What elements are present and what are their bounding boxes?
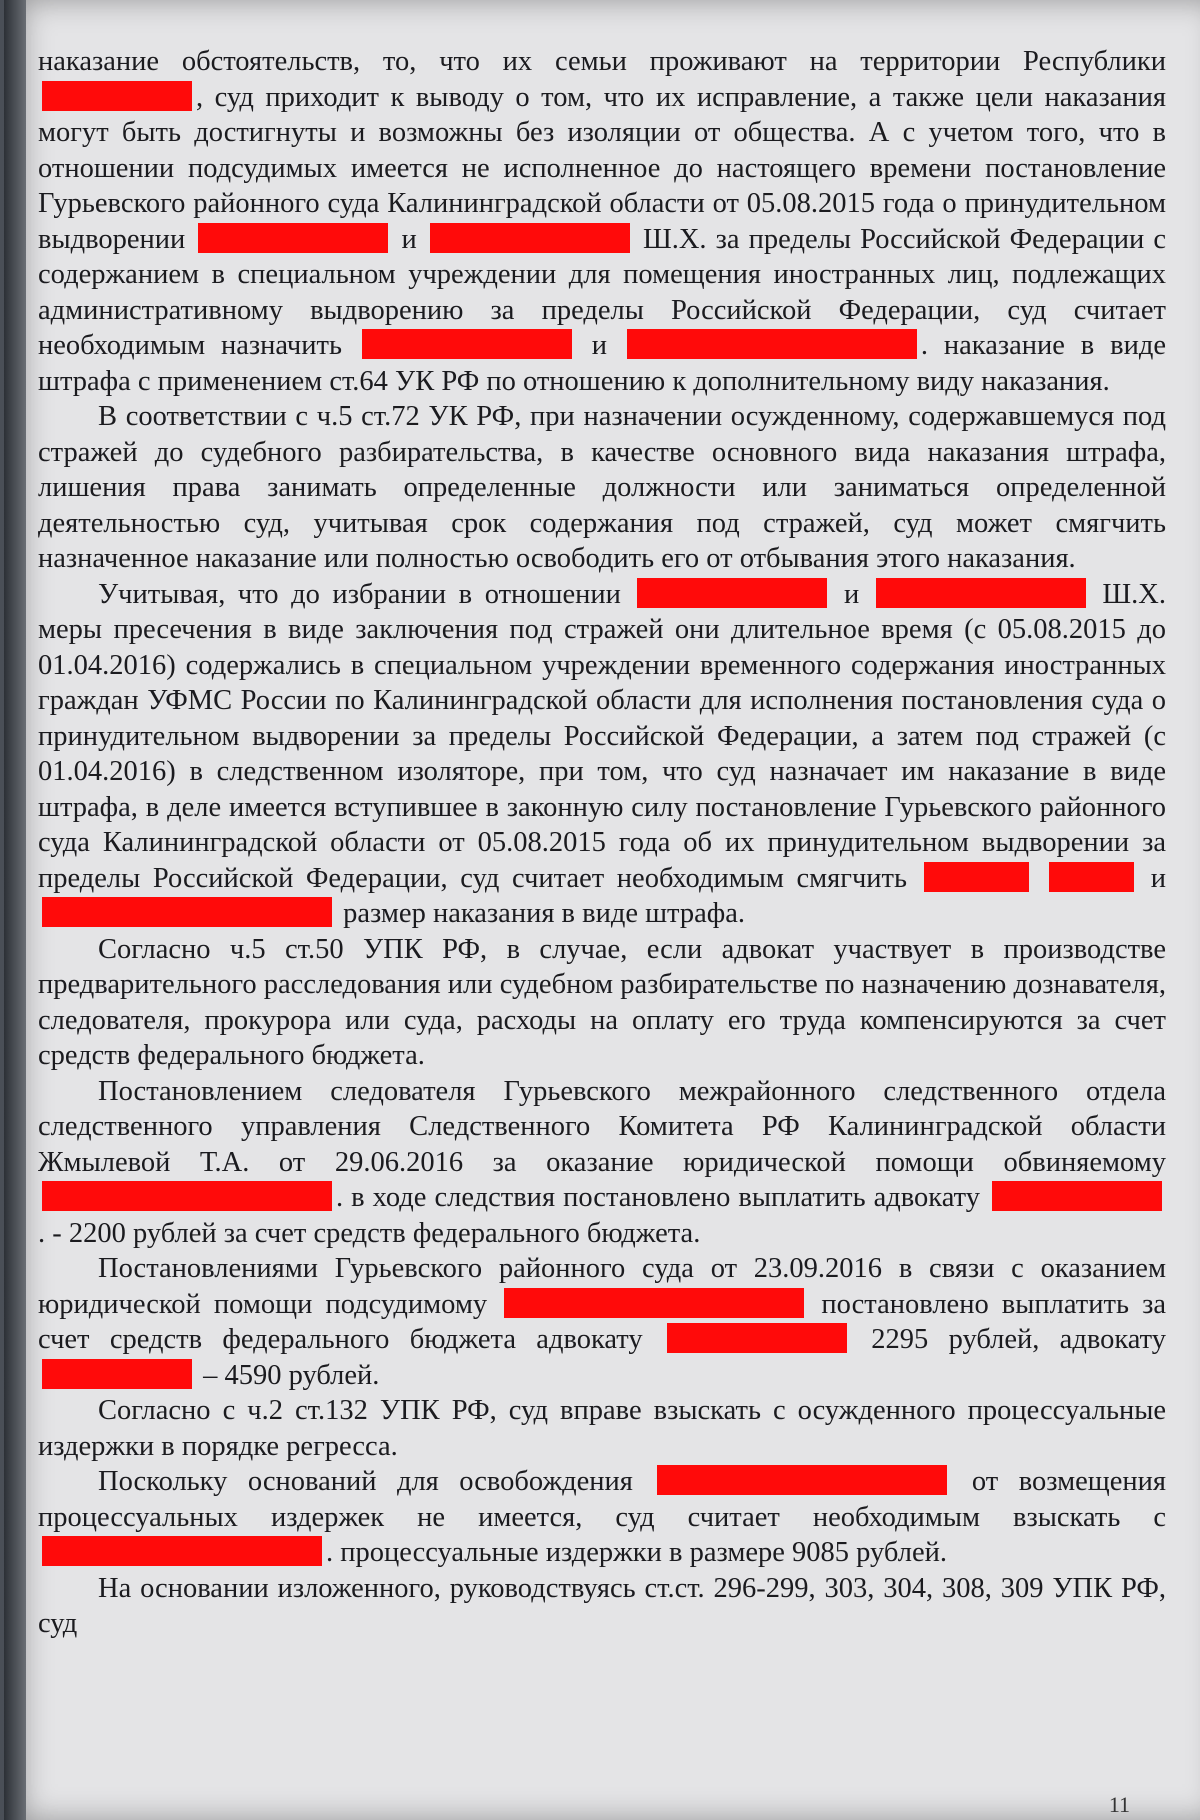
paragraph-text: На основании изложенного, руководствуясь ст.ст. 296-299, 303, 304, 308, 309 УПК РФ, суд — [38, 1572, 1166, 1639]
paragraph-text: В соответствии с ч.5 ст.72 УК РФ, при назначении осужденному, содержавшемуся под стражей до судебного разбирательства, в качестве основного вида наказания штрафа, лишения права занимать определенные должности или заниматься определенной деятельностью суд, учитывая срок содержания под стражей, суд может смягчить назначенное наказание или полностью освободить его от отбывания этого наказания. — [38, 401, 1166, 574]
redaction-box — [924, 862, 1029, 892]
redaction-box — [42, 81, 192, 111]
paragraph-text: наказание обстоятельств, то, что их семьи проживают на территории Республики — [38, 46, 1166, 77]
paragraph-text: Ш.Х. меры пресечения в виде заключения под стражей они длительное время (с 05.08.2015 до 01.04.2016) содержались в специальном учреждении временного содержания иностранных граждан УФМС России по Калининградской области для исполнения постановления суда о принудительном выдворении за пределы Российской Федерации, а затем под стражей (с 01.04.2016) в следственном изоляторе, при том, что суд назначает им наказание в виде штрафа, в деле имеется вступившее в законную силу постановление Гурьевского районного суда Калининградской области от 05.08.2015 года об их принудительном выдворении за пределы Российской Федерации, суд считает необходимым смягчить — [38, 578, 1166, 894]
redaction-box — [1049, 862, 1134, 892]
paragraph — [38, 932, 1166, 1074]
paragraph-text: . наказание в виде штрафа с применением ст.64 УК РФ по отношению к дополнительному виду наказания. — [38, 330, 1166, 397]
paragraph — [38, 1251, 1166, 1393]
paragraph-text: постановлено выплатить за счет средств федерального бюджета адвокату — [38, 1288, 1166, 1355]
redaction-box — [504, 1288, 804, 1318]
redaction-box — [42, 1181, 332, 1211]
paragraph-text: Учитывая, что до избрании в отношении — [98, 578, 634, 610]
redaction-box — [430, 223, 630, 253]
redaction-box — [42, 897, 332, 927]
paragraph-text: Согласно с ч.2 ст.132 УПК РФ, суд вправе взыскать с осужденного процессуальные издержки в порядке регресса. — [38, 1395, 1166, 1462]
redaction-box — [637, 578, 827, 608]
paragraph — [38, 1571, 1166, 1642]
page-number: 11 — [1108, 1792, 1130, 1817]
paragraph-text: , суд приходит к выводу о том, что их исправление, а также цели наказания могут быть достигнуты и возможны без изоляции от общества. А с учетом того, что в отношении подсудимых имеется не исполненное до настоящего времени постановление Гурьевского районного суда Калининградской области от 05.08.2015 года о принудительном выдворении — [38, 81, 1166, 255]
paragraph-text: – 4590 рублей. — [196, 1359, 380, 1391]
paragraph — [38, 577, 1166, 932]
paragraph — [38, 1393, 1166, 1464]
paragraph-text: и — [831, 578, 872, 610]
redaction-box — [876, 578, 1086, 608]
redaction-box — [42, 1359, 192, 1389]
paragraph-text: и — [575, 330, 623, 361]
paragraph-text: . процессуальные издержки в размере 9085 рублей. — [326, 1537, 947, 1568]
paragraph-text: Постановлениями Гурьевского районного суда от 23.09.2016 в связи с оказанием юридической помощи подсудимому — [38, 1253, 1166, 1320]
redaction-box — [362, 329, 572, 359]
paragraph — [38, 399, 1166, 577]
paragraph-text: от возмещения процессуальных издержек не имеется, суд считает необходимым взыскать с — [38, 1466, 1166, 1533]
paragraph-text: . в ходе следствия постановлено выплатить адвокату — [336, 1182, 988, 1213]
paragraph — [38, 1464, 1166, 1571]
paragraph-text: Ш.Х. за пределы Российской Федерации с содержанием в специальном учреждении для помещения иностранных лиц, подлежащих административному выдворению за пределы Российской Федерации, суд считает необходимым назначить — [38, 223, 1166, 361]
book-spine-shadow — [4, 0, 26, 1820]
redaction-box — [42, 1536, 322, 1566]
redaction-box — [627, 329, 917, 359]
paragraph-text — [1033, 863, 1046, 894]
paragraph-text: Согласно ч.5 ст.50 УПК РФ, в случае, если адвокат участвует в производстве предварительного расследования или судебном разбирательстве по назначению дознавателя, следователя, прокурора или суда, расходы на оплату его труда компенсируются за счет средств федерального бюджета. — [38, 933, 1166, 1071]
redaction-box — [992, 1181, 1162, 1211]
redaction-box — [667, 1323, 847, 1353]
document-body — [38, 44, 1166, 1642]
paragraph-text: Постановлением следователя Гурьевского межрайонного следственного отдела следственного управления Следственного Комитета РФ Калининградской области Жмылевой Т.А. от 29.06.2016 за оказание юридической помощи обвиняемому — [38, 1075, 1166, 1178]
redaction-box — [657, 1465, 947, 1495]
paragraph-text: 2295 рублей, адвокату — [850, 1324, 1167, 1355]
paragraph-text: . - 2200 рублей за счет средств федерального бюджета. — [38, 1217, 701, 1249]
document-page — [4, 0, 1200, 1820]
paragraph-text: и — [1138, 862, 1166, 894]
paragraph-text: и — [392, 223, 426, 255]
paragraph — [38, 44, 1166, 399]
paragraph-text: размер наказания в виде штрафа. — [336, 898, 746, 929]
paragraph-text: Поскольку оснований для освобождения — [98, 1466, 654, 1497]
redaction-box — [198, 223, 388, 253]
paragraph — [38, 1074, 1166, 1252]
